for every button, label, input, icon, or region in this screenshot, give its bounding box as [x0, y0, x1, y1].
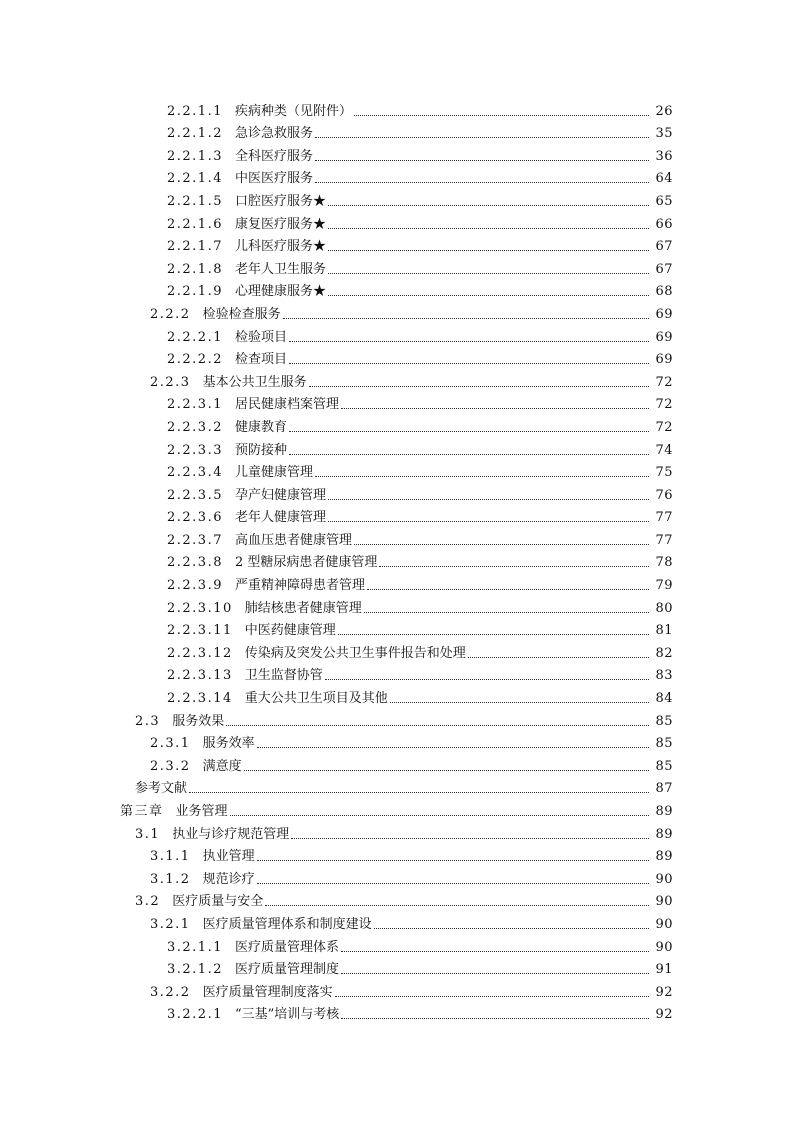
toc-entry-number: 3.1.2 — [150, 871, 191, 887]
toc-entry[interactable] — [0, 323, 673, 346]
toc-entry-number: 2.2.2.1 — [167, 329, 223, 345]
toc-entry-number: 2.2.3.13 — [167, 668, 233, 684]
toc-entry[interactable] — [0, 391, 673, 414]
toc-entry-page-number: 26 — [655, 103, 673, 119]
dot-leader — [289, 431, 649, 432]
toc-entry-title: 心理健康服务★ — [234, 284, 326, 300]
toc-entry-title: 急诊急救服务 — [234, 126, 313, 142]
toc-entry-title: 医疗质量管理制度 — [234, 962, 339, 978]
toc-entry[interactable] — [0, 142, 673, 165]
toc-entry-page-number: 77 — [655, 532, 673, 548]
toc-entry-page-number: 64 — [655, 171, 673, 187]
toc-entry-number: 2.2.3.3 — [167, 442, 223, 458]
toc-entry[interactable] — [0, 120, 673, 143]
toc-entry-number: 2.2.1.2 — [167, 126, 223, 142]
toc-entry[interactable] — [0, 1001, 673, 1024]
dot-leader — [374, 928, 649, 929]
toc-entry-number: 3.2.2 — [150, 984, 191, 1000]
dot-leader — [325, 679, 649, 680]
toc-entry-title: 服务效果 — [172, 713, 225, 729]
toc-entry-page-number: 75 — [655, 465, 673, 481]
toc-entry[interactable] — [0, 617, 673, 640]
toc-entry-page-number: 76 — [655, 487, 673, 503]
toc-entry-number: 3.1.1 — [150, 849, 191, 865]
toc-entry-number: 2.2.3.14 — [167, 691, 233, 707]
toc-entry[interactable] — [0, 639, 673, 662]
toc-entry-number: 3.2.1.1 — [167, 939, 223, 955]
toc-entry[interactable] — [0, 233, 673, 256]
toc-entry-page-number: 89 — [655, 826, 673, 842]
toc-entry-title: 执业管理 — [202, 849, 255, 865]
toc-entry-title: 卫生监督协管 — [244, 668, 323, 684]
toc-entry[interactable] — [0, 707, 673, 730]
toc-entry[interactable] — [0, 97, 673, 120]
toc-entry[interactable] — [0, 346, 673, 369]
toc-entry-title: 全科医疗服务 — [234, 148, 313, 164]
toc-entry-number: 2.2.1.9 — [167, 284, 223, 300]
toc-entry-page-number: 92 — [655, 984, 673, 1000]
dot-leader — [341, 951, 649, 952]
dot-leader — [289, 363, 649, 364]
toc-entry-title: 传染病及突发公共卫生事件报告和处理 — [244, 645, 466, 661]
toc-entry-page-number: 69 — [655, 306, 673, 322]
toc-entry-number: 3.2.2.1 — [167, 1007, 223, 1023]
toc-entry-number: 2.2.3.7 — [167, 532, 223, 548]
dot-leader — [354, 544, 649, 545]
dot-leader — [341, 973, 649, 974]
toc-entry[interactable] — [0, 933, 673, 956]
toc-entry-title: “三基”培训与考核 — [234, 1007, 340, 1023]
toc-entry-page-number: 72 — [655, 397, 673, 413]
dot-leader — [341, 1018, 649, 1019]
dot-leader — [226, 725, 649, 726]
toc-entry-page-number: 90 — [655, 916, 673, 932]
dot-leader — [257, 860, 649, 861]
toc-entry-title: 医疗质量管理体系和制度建设 — [202, 916, 372, 932]
toc-entry-title: 满意度 — [202, 758, 242, 774]
toc-entry-page-number: 67 — [655, 239, 673, 255]
dot-leader — [257, 883, 649, 884]
dot-leader — [189, 792, 649, 793]
toc-entry-number: 2.2.3.8 — [167, 555, 223, 571]
dot-leader — [367, 589, 649, 590]
toc-entry-title: 医疗质量管理体系 — [234, 939, 339, 955]
dot-leader — [291, 838, 649, 839]
toc-entry-page-number: 81 — [655, 623, 673, 639]
toc-entry-title: 居民健康档案管理 — [234, 397, 339, 413]
toc-entry-page-number: 66 — [655, 216, 673, 232]
dot-leader — [283, 318, 649, 319]
dot-leader — [328, 228, 649, 229]
toc-entry-title: 业务管理 — [175, 804, 228, 819]
toc-entry-page-number: 89 — [655, 849, 673, 865]
toc-entry-number: 2.2.3.4 — [167, 465, 223, 481]
toc-entry-page-number: 65 — [655, 193, 673, 209]
toc-entry-number: 2.2.3.6 — [167, 510, 223, 526]
toc-entry-number: 2.2.1.8 — [167, 261, 223, 277]
dot-leader — [328, 295, 649, 296]
toc-entry-title: 检验项目 — [234, 329, 287, 345]
toc-entry-title: 儿童健康管理 — [234, 465, 313, 481]
toc-entry-title: 健康教育 — [234, 419, 287, 435]
dot-leader — [309, 386, 649, 387]
toc-entry[interactable] — [0, 255, 673, 278]
toc-entry[interactable] — [0, 504, 673, 527]
toc-entry-number: 2.2.1.6 — [167, 216, 223, 232]
toc-entry[interactable] — [0, 910, 673, 933]
toc-entry[interactable] — [0, 481, 673, 504]
dot-leader — [338, 634, 649, 635]
dot-leader — [364, 612, 649, 613]
toc-entry-title: 疾病种类（见附件） — [234, 103, 352, 119]
toc-entry[interactable] — [0, 210, 673, 233]
dot-leader — [328, 499, 649, 500]
toc-entry-number: 2.2.2.2 — [167, 352, 223, 368]
dot-leader — [289, 341, 649, 342]
toc-entry-page-number: 90 — [655, 871, 673, 887]
dot-leader — [328, 250, 649, 251]
toc-entry-number: 3.2.1.2 — [167, 962, 223, 978]
toc-entry-number: 2.2.3.11 — [167, 623, 233, 639]
toc-entry-number: 3.1 — [135, 826, 161, 842]
toc-entry-title: 检查项目 — [234, 352, 287, 368]
dot-leader — [265, 905, 649, 906]
toc-entry-number: 2.2.1.4 — [167, 171, 223, 187]
toc-entry-number: 2.2.3.2 — [167, 419, 223, 435]
toc-entry-page-number: 36 — [655, 148, 673, 164]
toc-entry-number: 2.2.1.1 — [167, 103, 223, 119]
toc-entry-title: 预防接种 — [234, 442, 287, 458]
toc-entry-title: 康复医疗服务★ — [234, 216, 326, 232]
toc-entry[interactable] — [0, 888, 673, 911]
toc-entry-title: 儿科医疗服务★ — [234, 239, 326, 255]
dot-leader — [379, 566, 649, 567]
dot-leader — [335, 996, 649, 997]
toc-entry[interactable] — [0, 165, 673, 188]
toc-entry-title: 严重精神障碍患者管理 — [234, 578, 365, 594]
toc-entry-number: 2.2.1.3 — [167, 148, 223, 164]
toc-entry-page-number: 79 — [655, 578, 673, 594]
toc-entry[interactable] — [0, 187, 673, 210]
toc-entry-title: 医疗质量与安全 — [172, 894, 264, 910]
toc-entry-number: 2.2.3.12 — [167, 645, 233, 661]
toc-entry-page-number: 78 — [655, 555, 673, 571]
dot-leader — [328, 521, 649, 522]
toc-entry[interactable] — [0, 978, 673, 1001]
toc-entry-page-number: 87 — [655, 781, 673, 797]
toc-entry-page-number: 68 — [655, 284, 673, 300]
toc-entry-number: 2.2.3.1 — [167, 397, 223, 413]
toc-entry-title: 执业与诊疗规范管理 — [172, 826, 290, 842]
toc-entry-title: 服务效率 — [202, 736, 255, 752]
toc-entry-number: 2.2.1.7 — [167, 239, 223, 255]
dot-leader — [244, 770, 649, 771]
toc-entry-number: 2.3 — [135, 713, 161, 729]
toc-entry-page-number: 69 — [655, 352, 673, 368]
toc-entry[interactable] — [0, 662, 673, 685]
toc-entry-page-number: 35 — [655, 126, 673, 142]
toc-entry[interactable] — [0, 843, 673, 866]
toc-entry-page-number: 80 — [655, 600, 673, 616]
toc-entry-title: 参考文献 — [135, 781, 188, 797]
toc-entry[interactable] — [0, 571, 673, 594]
toc-entry-number: 2.2.1.5 — [167, 193, 223, 209]
toc-entry[interactable] — [0, 730, 673, 753]
dot-leader — [328, 273, 649, 274]
toc-entry[interactable] — [0, 526, 673, 549]
dot-leader — [341, 408, 649, 409]
dot-leader — [315, 137, 649, 138]
toc-entry-title: 孕产妇健康管理 — [234, 487, 326, 503]
toc-entry[interactable] — [0, 797, 673, 820]
dot-leader — [315, 476, 649, 477]
toc-entry-page-number: 90 — [655, 939, 673, 955]
toc-entry[interactable] — [0, 820, 673, 843]
toc-entry-page-number: 85 — [655, 713, 673, 729]
dot-leader — [315, 160, 649, 161]
dot-leader — [328, 205, 649, 206]
toc-entry-page-number: 92 — [655, 1007, 673, 1023]
toc-entry[interactable] — [0, 300, 673, 323]
toc-entry-title: 中医药健康管理 — [244, 623, 336, 639]
toc-entry-title: 老年人卫生服务 — [234, 261, 326, 277]
toc-entry-page-number: 82 — [655, 645, 673, 661]
toc-entry[interactable] — [0, 436, 673, 459]
dot-leader — [354, 115, 649, 116]
toc-entry-number: 3.2 — [135, 894, 161, 910]
toc-entry-page-number: 72 — [655, 419, 673, 435]
dot-leader — [289, 454, 649, 455]
toc-entry-number: 2.2.3.10 — [167, 600, 233, 616]
toc-entry[interactable] — [0, 278, 673, 301]
toc-entry-title: 基本公共卫生服务 — [202, 374, 307, 390]
toc-entry-page-number: 90 — [655, 894, 673, 910]
toc-entry-title: 重大公共卫生项目及其他 — [244, 691, 388, 707]
toc-entry[interactable] — [0, 684, 673, 707]
toc-entry-title: 2 型糖尿病患者健康管理 — [234, 555, 378, 571]
toc-entry-title: 中医医疗服务 — [234, 171, 313, 187]
toc-entry-number: 2.2.3.5 — [167, 487, 223, 503]
toc-entry-page-number: 74 — [655, 442, 673, 458]
toc-entry-page-number: 85 — [655, 736, 673, 752]
toc-entry[interactable] — [0, 549, 673, 572]
toc-entry[interactable] — [0, 368, 673, 391]
dot-leader — [257, 747, 649, 748]
toc-entry-page-number: 67 — [655, 261, 673, 277]
toc-entry-title: 高血压患者健康管理 — [234, 532, 352, 548]
dot-leader — [315, 182, 649, 183]
toc-entry[interactable] — [0, 956, 673, 979]
toc-entry-number: 2.2.3 — [150, 374, 191, 390]
toc-entry[interactable] — [0, 459, 673, 482]
toc-entry-title: 老年人健康管理 — [234, 510, 326, 526]
dot-leader — [390, 702, 649, 703]
toc-entry-page-number: 85 — [655, 758, 673, 774]
toc-entry-page-number: 72 — [655, 374, 673, 390]
toc-entry-page-number: 77 — [655, 510, 673, 526]
toc-entry-page-number: 91 — [655, 962, 673, 978]
toc-entry-title: 检验检查服务 — [202, 306, 281, 322]
toc-entry-page-number: 83 — [655, 668, 673, 684]
toc-entry-title: 肺结核患者健康管理 — [244, 600, 362, 616]
toc-entry-number: 3.2.1 — [150, 916, 191, 932]
toc-entry[interactable] — [0, 594, 673, 617]
toc-entry-page-number: 89 — [655, 804, 673, 819]
dot-leader — [230, 815, 649, 816]
toc-entry[interactable] — [0, 413, 673, 436]
table-of-contents — [0, 97, 793, 1023]
toc-entry[interactable] — [0, 865, 673, 888]
toc-entry-number: 2.3.1 — [150, 736, 191, 752]
toc-entry-page-number: 84 — [655, 691, 673, 707]
dot-leader — [468, 657, 649, 658]
toc-entry-number: 2.3.2 — [150, 758, 191, 774]
toc-entry-page-number: 69 — [655, 329, 673, 345]
toc-entry[interactable] — [0, 752, 673, 775]
toc-entry-number: 第三章 — [120, 804, 164, 819]
toc-entry[interactable] — [0, 775, 673, 798]
toc-entry-title: 规范诊疗 — [202, 871, 255, 887]
toc-entry-number: 2.2.2 — [150, 306, 191, 322]
toc-entry-title: 医疗质量管理制度落实 — [202, 984, 333, 1000]
toc-entry-number: 2.2.3.9 — [167, 578, 223, 594]
toc-entry-title: 口腔医疗服务★ — [234, 193, 326, 209]
